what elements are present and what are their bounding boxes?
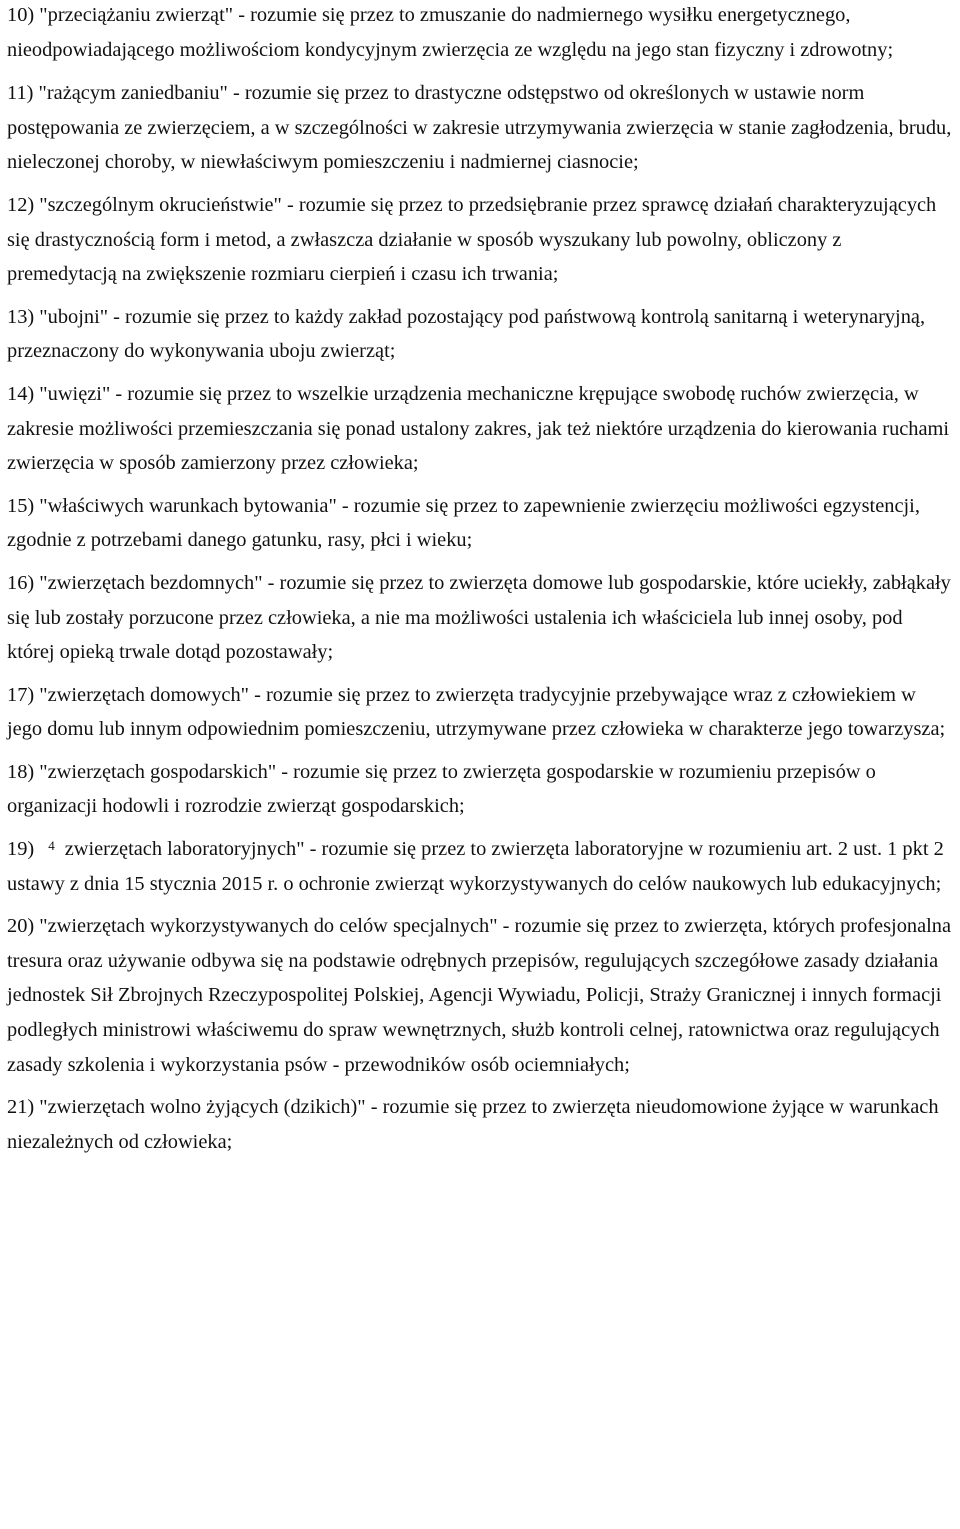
definition-11	[7, 76, 952, 180]
definition-number: 12)	[7, 193, 35, 216]
definition-text: "uwięzi" - rozumie się przez to wszelkie urządzenia mechaniczne krępujące swobodę ruchów zwierzęcia, w zakresie możliwości przemieszczania się ponad ustalony zakres, jak też niektóre urządzenia do kierowania ruchami zwierzęcia w sposób zamierzony przez człowieka;	[7, 382, 950, 475]
definition-number: 17)	[7, 683, 35, 706]
definition-text: "zwierzętach wykorzystywanych do celów specjalnych" - rozumie się przez to zwierzęta, których profesjonalna tresura oraz używanie odbywa się na podstawie odrębnych przepisów, regulujących szczegółowe zasady działania jednostek Sił Zbrojnych Rzeczypospolitej Polskiej, Agencji Wywiadu, Policji, Straży Granicznej i innych formacji podległych ministrowi właściwemu do spraw wewnętrznych, służb kontroli celnej, ratownictwa oraz regulujących zasady szkolenia i wykorzystania psów - przewodników osób ociemniałych;	[7, 915, 952, 1076]
definition-number: 18)	[7, 760, 35, 783]
definition-17	[7, 678, 952, 747]
definition-15	[7, 489, 952, 558]
definition-19	[7, 832, 952, 901]
definition-14	[7, 377, 952, 481]
definition-text: "zwierzętach gospodarskich" - rozumie się przez to zwierzęta gospodarskie w rozumieniu przepisów o organizacji hodowli i rozrodzie zwierząt gospodarskich;	[7, 760, 876, 818]
definition-text: "ubojni" - rozumie się przez to każdy zakład pozostający pod państwową kontrolą sanitarną i weterynaryjną, przeznaczony do wykonywania uboju zwierząt;	[7, 305, 926, 363]
definition-text: "właściwych warunkach bytowania" - rozumie się przez to zapewnienie zwierzęciu możliwości egzystencji, zgodnie z potrzebami danego gatunku, rasy, płci i wieku;	[7, 494, 920, 552]
definition-number: 15)	[7, 494, 35, 517]
definition-text: "przeciążaniu zwierząt" - rozumie się przez to zmuszanie do nadmiernego wysiłku energetycznego, nieodpowiadającego możliwościom kondycyjnym zwierzęcia ze względu na jego stan fizyczny i zdrowotny;	[7, 4, 894, 61]
definition-16	[7, 566, 952, 670]
definition-number: 10)	[7, 4, 35, 26]
definition-18	[7, 755, 952, 824]
definition-21	[7, 1090, 952, 1159]
definition-13	[7, 300, 952, 369]
definition-number: 14)	[7, 382, 35, 405]
footnote-marker: 4	[48, 838, 55, 854]
definition-20	[7, 909, 952, 1082]
definition-text: "szczególnym okrucieństwie" - rozumie się przez to przedsiębranie przez sprawcę działań charakteryzujących się drastycznością form i metod, a zwłaszcza działanie w sposób wyszukany lub powolny, obliczony z premedytacją na zwiększenie rozmiaru cierpień i czasu ich trwania;	[7, 193, 937, 286]
definition-number: 21)	[7, 1096, 35, 1119]
definition-text: "zwierzętach domowych" - rozumie się przez to zwierzęta tradycyjnie przebywające wraz z człowiekiem w jego domu lub innym odpowiednim pomieszczeniu, utrzymywane przez człowieka w charakterze jego towarzysza;	[7, 683, 946, 741]
definition-10	[7, 0, 952, 67]
definition-text: "rażącym zaniedbaniu" - rozumie się przez to drastyczne odstępstwo od określonych w ustawie norm postępowania ze zwierzęciem, a w szczególności w zakresie utrzymywania zwierzęcia w stanie zagłodzenia, brudu, nieleczonej choroby, w niewłaściwym pomieszczeniu i nadmiernej ciasnocie;	[7, 82, 952, 174]
definition-number: 11)	[7, 82, 34, 105]
definition-text: zwierzętach laboratoryjnych" - rozumie się przez to zwierzęta laboratoryjne w rozumieniu art. 2 ust. 1 pkt 2 ustawy z dnia 15 stycznia 2015 r. o ochronie zwierząt wykorzystywanych do celów naukowych lub edukacyjnych;	[7, 838, 944, 895]
definition-number: 13)	[7, 305, 35, 328]
definition-number: 20)	[7, 915, 35, 938]
definition-number: 19)	[7, 838, 35, 861]
definition-number: 16)	[7, 571, 35, 594]
definition-text: "zwierzętach wolno żyjących (dzikich)" - rozumie się przez to zwierzęta nieudomowione żyjące w warunkach niezależnych od człowieka;	[7, 1096, 939, 1153]
definition-12	[7, 188, 952, 292]
definition-text: "zwierzętach bezdomnych" - rozumie się przez to zwierzęta domowe lub gospodarskie, które uciekły, zabłąkały się lub zostały porzucone przez człowieka, a nie ma możliwości ustalenia ich właściciela lub innej osoby, pod której opieką trwale dotąd pozostawały;	[7, 571, 951, 664]
